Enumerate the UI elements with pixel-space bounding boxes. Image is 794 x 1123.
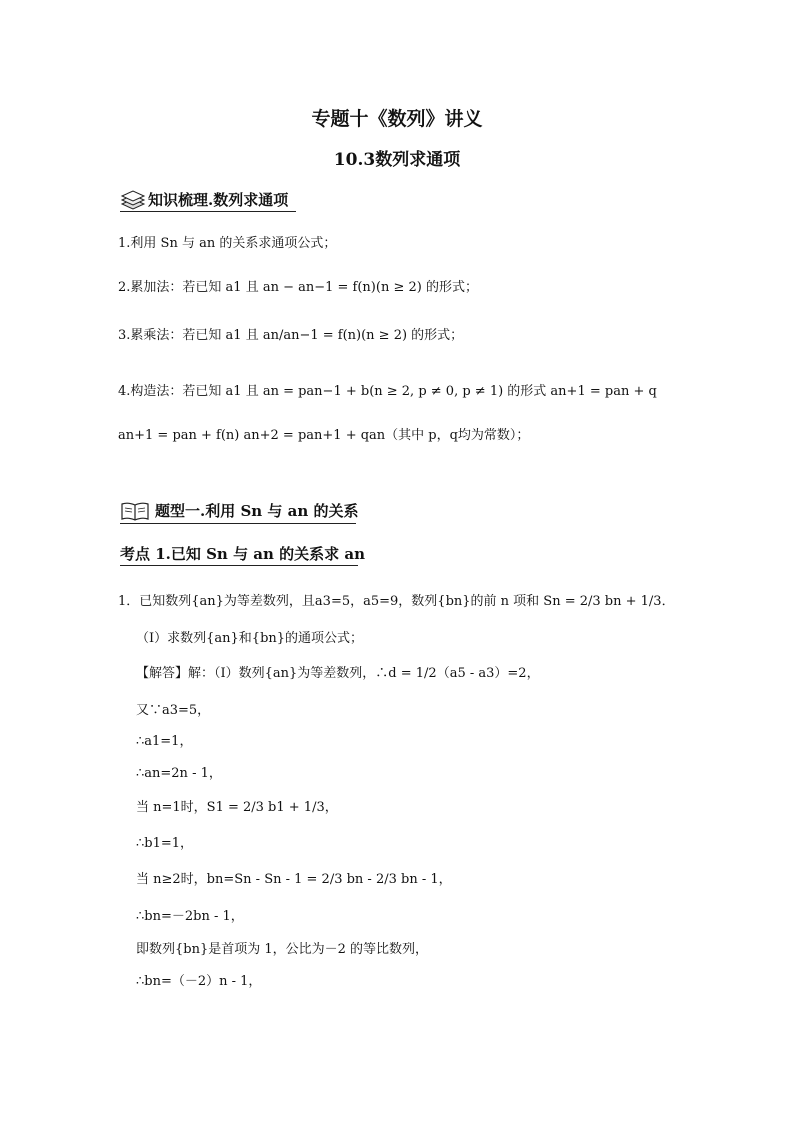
page-title: 专题十《数列》讲义 bbox=[311, 108, 483, 130]
problem-line-12: ∴bn=（－2）n - 1， bbox=[136, 974, 262, 989]
knowledge-heading: 知识梳理.数列求通项 bbox=[148, 191, 289, 209]
problem-line-9: 当 n≥2时，bn=Sn - Sn - 1 = 2/3 bn - 2/3 bn - 1， bbox=[136, 872, 452, 887]
knowledge-item-2-text: 2.累加法：若已知 a1 且 an − an−1 = f(n)(n ≥ 2) 的形式； bbox=[118, 280, 478, 295]
problem-line-5: ∴a1=1， bbox=[136, 734, 193, 749]
point1-heading: 考点 1.已知 Sn 与 an 的关系求 an bbox=[120, 545, 365, 563]
books-stack-icon bbox=[120, 190, 146, 210]
knowledge-item-1-text: 1.利用 Sn 与 an 的关系求通项公式； bbox=[118, 236, 337, 251]
knowledge-item-5 bbox=[118, 424, 529, 443]
knowledge-item-3-text: 3.累乘法：若已知 a1 且 an/an−1 = f(n)(n ≥ 2) 的形式； bbox=[118, 328, 464, 343]
knowledge-item-4-text: 4.构造法：若已知 a1 且 an = pan−1 + b(n ≥ 2, p ≠ 0, p ≠ 1) 的形式 an+1 = pan + q bbox=[118, 384, 657, 399]
open-book-icon bbox=[120, 501, 150, 521]
problem-line-11: 即数列{bn}是首项为 1，公比为－2 的等比数列， bbox=[136, 942, 429, 957]
knowledge-item-3 bbox=[118, 324, 463, 343]
type1-heading-underline bbox=[120, 523, 356, 524]
problem-line-10: ∴bn=－2bn - 1， bbox=[136, 909, 244, 924]
problem-line-4: 又∵a3=5， bbox=[136, 703, 211, 718]
problem-line-2: （Ⅰ）求数列{an}和{bn}的通项公式； bbox=[136, 631, 364, 646]
knowledge-heading-underline bbox=[120, 211, 296, 212]
type1-heading: 题型一.利用 Sn 与 an 的关系 bbox=[155, 502, 359, 520]
knowledge-item-4 bbox=[118, 380, 657, 399]
knowledge-item-1 bbox=[118, 232, 336, 251]
knowledge-item-2 bbox=[118, 276, 478, 295]
problem-line-7: 当 n=1时，S1 = 2/3 b1 + 1/3， bbox=[136, 800, 338, 815]
knowledge-item-5-text: an+1 = pan + f(n) an+2 = pan+1 + qan（其中 p，q均为常数）； bbox=[118, 428, 530, 443]
problem-line-3: 【解答】解：（Ⅰ）数列{an}为等差数列，∴d = 1/2（a5 - a3）=2， bbox=[136, 666, 540, 681]
problem-line-1: 1．已知数列{an}为等差数列，且a3=5，a5=9，数列{bn}的前 n 项和 Sn = 2/3 bn + 1/3． bbox=[118, 594, 675, 609]
page-subtitle: 10.3数列求通项 bbox=[333, 150, 461, 170]
point1-heading-underline bbox=[120, 565, 358, 566]
problem-line-6: ∴an=2n - 1， bbox=[136, 766, 222, 781]
problem-line-8: ∴b1=1， bbox=[136, 836, 194, 851]
